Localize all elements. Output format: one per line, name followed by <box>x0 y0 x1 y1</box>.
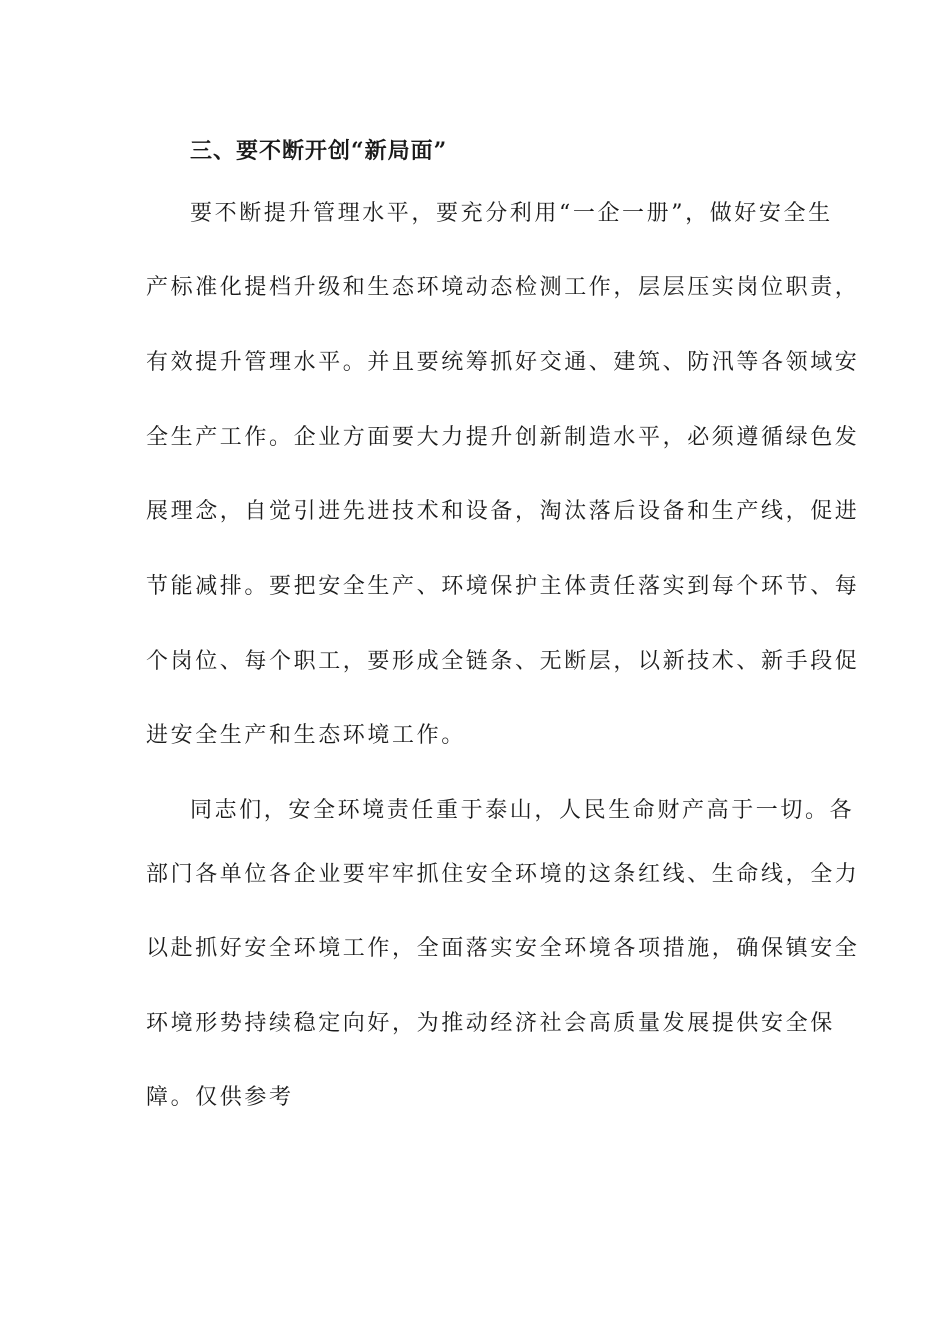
paragraph-2-line-5: 障。仅供参考 <box>146 1085 294 1110</box>
paragraph-1-line-1: 要不断提升管理水平，要充分利用“一企一册”，做好安全生 <box>190 201 833 226</box>
paragraph-1-line-5: 展理念，自觉引进先进技术和设备，淘汰落后设备和生产线，促进 <box>146 499 860 524</box>
paragraph-2-line-2: 部门各单位各企业要牢牢抓住安全环境的这条红线、生命线，全力 <box>146 862 860 887</box>
paragraph-2-line-1: 同志们，安全环境责任重于泰山，人民生命财产高于一切。各 <box>190 798 855 823</box>
paragraph-2-line-4: 环境形势持续稳定向好，为推动经济社会高质量发展提供安全保 <box>146 1011 835 1036</box>
paragraph-1-line-4: 全生产工作。企业方面要大力提升创新制造水平，必须遵循绿色发 <box>146 425 860 450</box>
paragraph-1-line-7: 个岗位、每个职工，要形成全链条、无断层，以新技术、新手段促 <box>146 649 860 674</box>
paragraph-1-line-2: 产标准化提档升级和生态环境动态检测工作，层层压实岗位职责， <box>146 275 860 300</box>
section-heading: 三、要不断开创“新局面” <box>190 138 448 164</box>
paragraph-1-line-6: 节能减排。要把安全生产、环境保护主体责任落实到每个环节、每 <box>146 574 860 599</box>
paragraph-1-line-3: 有效提升管理水平。并且要统筹抓好交通、建筑、防汛等各领域安 <box>146 350 860 375</box>
paragraph-2-line-3: 以赴抓好安全环境工作，全面落实安全环境各项措施，确保镇安全 <box>146 936 860 961</box>
paragraph-1-line-8: 进安全生产和生态环境工作。 <box>146 723 466 748</box>
